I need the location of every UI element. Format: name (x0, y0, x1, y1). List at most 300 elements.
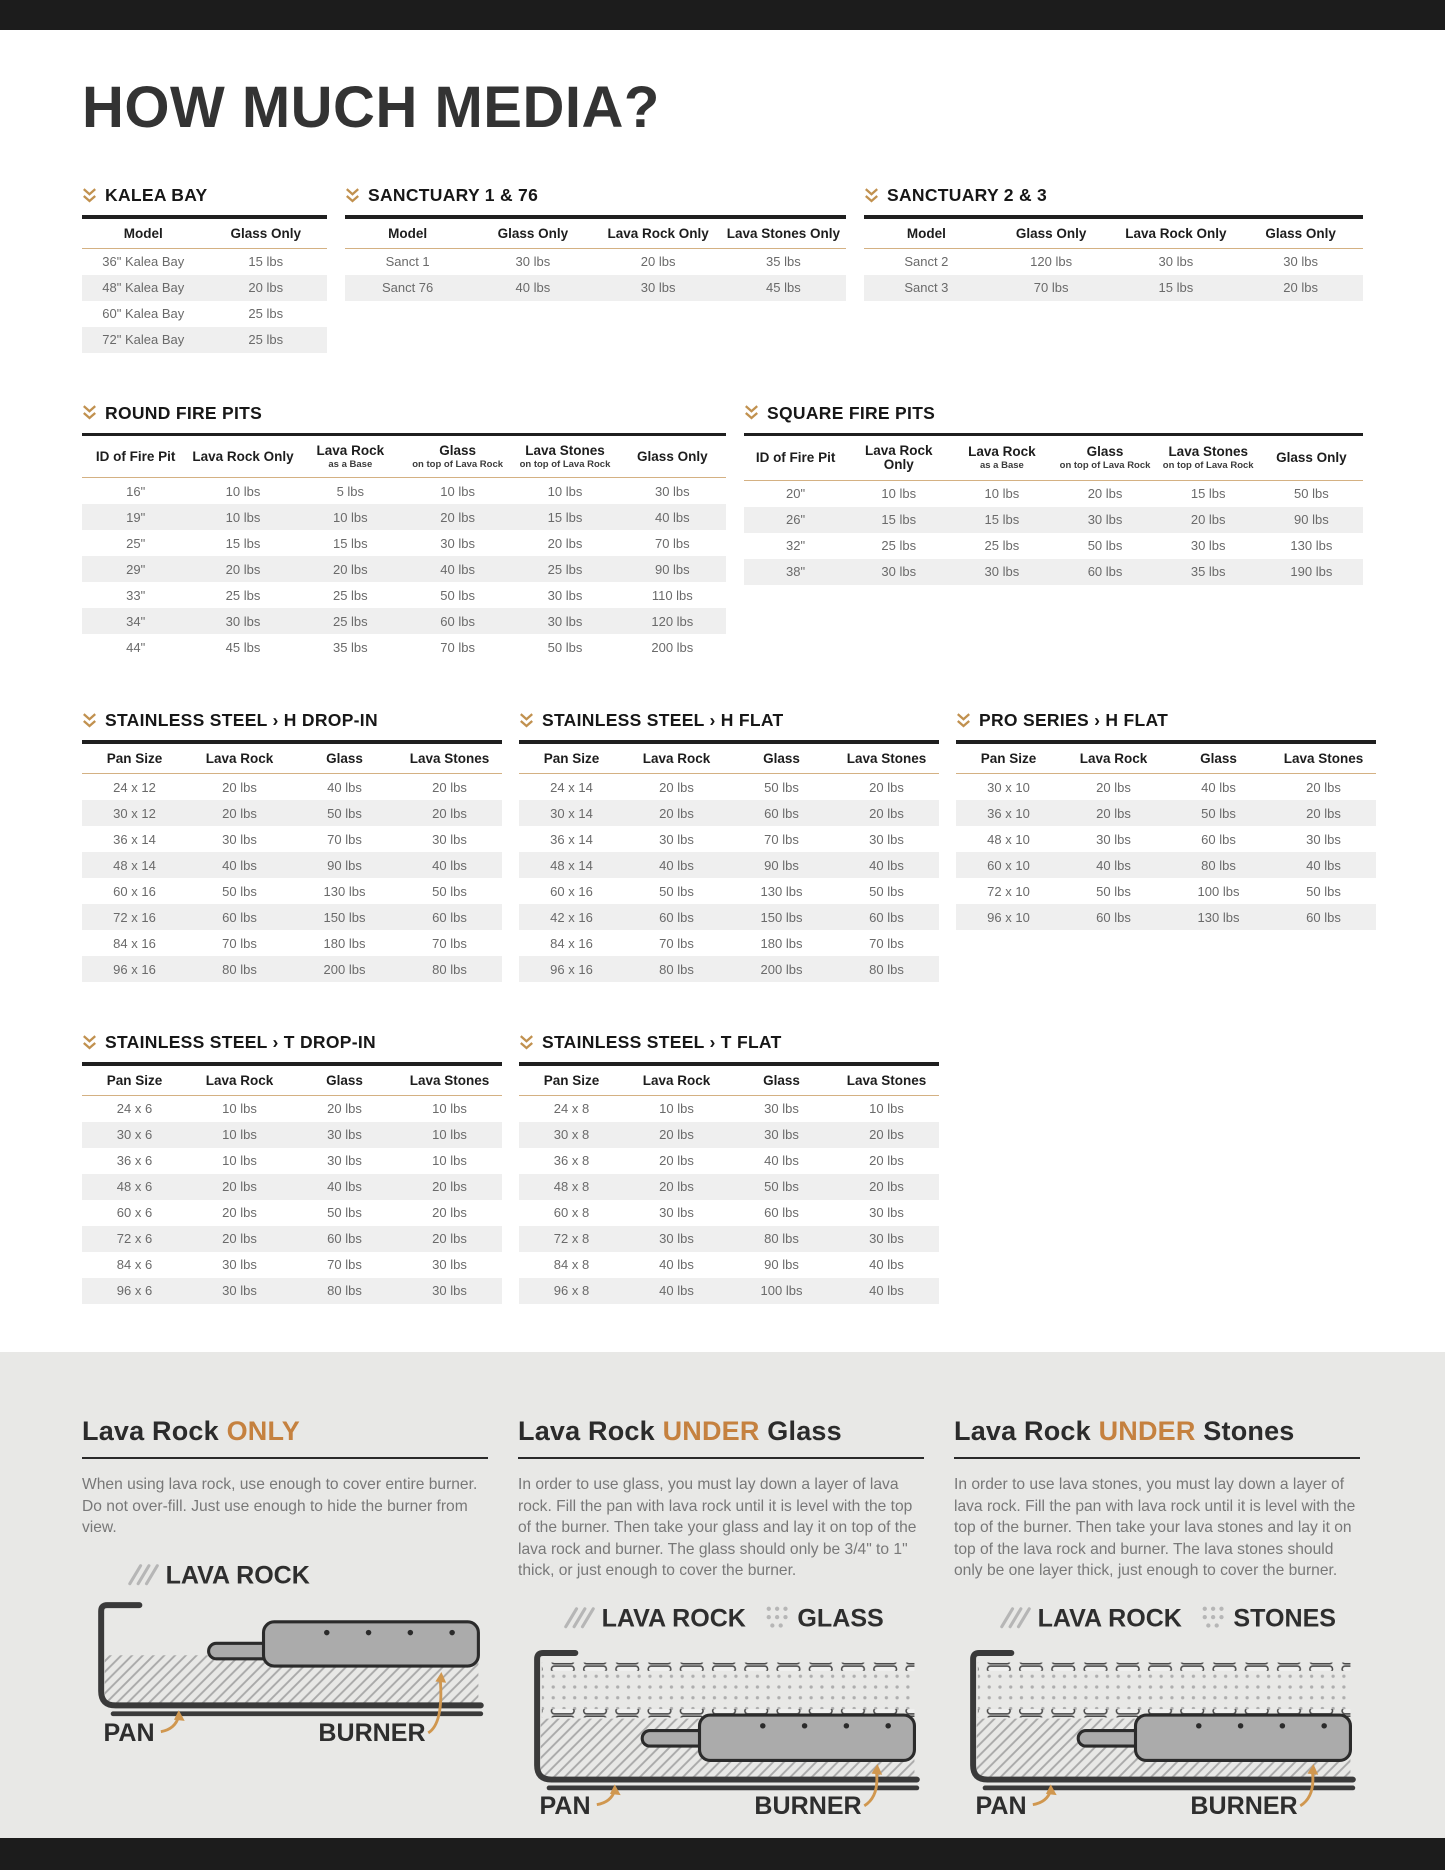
table-row (82, 327, 327, 353)
value-cell: 90 lbs (764, 857, 799, 873)
value-cell: 50 lbs (547, 639, 583, 655)
table-row (956, 800, 1376, 826)
value-cell: 40 lbs (659, 1257, 694, 1273)
column-header: Lava Stones (397, 1066, 502, 1096)
table-row (82, 852, 502, 878)
row-label-cell: 72" Kalea Bay (102, 332, 185, 348)
value-cell: 130 lbs (1197, 909, 1240, 925)
sanctuary-1-76-table (345, 219, 846, 301)
value-cell: 25 lbs (332, 613, 368, 629)
section-header (744, 403, 1363, 424)
table-row (82, 774, 502, 801)
section-title: STAINLESS STEEL › H DROP-IN (105, 710, 378, 731)
value-cell: 40 lbs (327, 779, 362, 795)
top-edge-bar (0, 0, 1445, 30)
table-row (519, 1122, 939, 1148)
column-header: ID of Fire Pit (82, 436, 189, 478)
column-header: Lava Stones (834, 744, 939, 774)
guide-body: In order to use glass, you must lay down a layer of lava rock. Fill the pan with lava rock until it is level with the top of the burner. Then take your glass and lay it on top of the lava rock and burner. The glass should only be 3/4" to 1" thick, or just enough to cover the burner. (518, 1476, 917, 1580)
value-cell: 60 lbs (764, 1205, 799, 1221)
row-label-cell: 24 x 6 (116, 1101, 153, 1117)
table-row (519, 800, 939, 826)
value-cell: 60 lbs (1087, 564, 1123, 580)
value-cell: 25 lbs (881, 538, 917, 554)
row-label-cell: 16" (126, 483, 146, 499)
lava-rock-label: LAVA ROCK (165, 1561, 310, 1590)
row-label-cell: 36 x 14 (550, 831, 593, 847)
row-label-cell: 96 x 16 (113, 961, 156, 977)
value-cell: 25 lbs (547, 561, 583, 577)
value-cell: 150 lbs (760, 909, 803, 925)
value-cell: 40 lbs (1201, 779, 1236, 795)
ss-t-dropin-table (82, 1066, 502, 1304)
table-row (82, 904, 502, 930)
table-row (519, 1174, 939, 1200)
glass-dots-icon (767, 1606, 788, 1627)
value-cell: 80 lbs (1201, 857, 1236, 873)
table-row (82, 1278, 502, 1304)
value-cell: 30 lbs (222, 1257, 257, 1273)
column-header: Lava Rock (187, 1066, 292, 1096)
section-header (956, 710, 1376, 731)
value-cell: 30 lbs (869, 1205, 904, 1221)
value-cell: 30 lbs (547, 587, 583, 603)
value-cell: 10 lbs (547, 483, 583, 499)
column-header: Pan Size (519, 1066, 624, 1096)
value-cell: 20 lbs (225, 561, 261, 577)
value-cell: 10 lbs (225, 483, 261, 499)
table-row (519, 878, 939, 904)
value-cell: 80 lbs (432, 961, 467, 977)
lava-rock-hatch-icon (1002, 1609, 1029, 1627)
value-cell: 50 lbs (432, 883, 467, 899)
table-row (82, 478, 726, 505)
column-header: Model (82, 219, 205, 249)
row-label-cell: 38" (786, 564, 806, 580)
value-cell: 30 lbs (1283, 254, 1318, 270)
section-title: PRO SERIES › H FLAT (979, 710, 1169, 731)
value-cell: 30 lbs (659, 831, 694, 847)
value-cell: 20 lbs (659, 1179, 694, 1195)
value-cell: 40 lbs (1306, 857, 1341, 873)
row-label-cell: 60 x 16 (550, 883, 593, 899)
column-header: Pan Size (82, 744, 187, 774)
section-header (864, 185, 1363, 206)
pan-label: PAN (539, 1791, 591, 1819)
table-row (744, 480, 1363, 507)
value-cell: 60 lbs (1306, 909, 1341, 925)
burner-shape (209, 1622, 479, 1666)
page-content (0, 30, 1445, 1352)
row-label-cell: 36 x 10 (987, 805, 1030, 821)
value-cell: 40 lbs (869, 857, 904, 873)
table-row (82, 1122, 502, 1148)
value-cell: 30 lbs (764, 1127, 799, 1143)
value-cell: 20 lbs (432, 1179, 467, 1195)
value-cell: 25 lbs (984, 538, 1020, 554)
value-cell: 25 lbs (225, 587, 261, 603)
table-row (82, 634, 726, 660)
value-cell: 70 lbs (654, 535, 690, 551)
value-cell: 70 lbs (659, 935, 694, 951)
round-fire-pits-table (82, 436, 726, 660)
value-cell: 10 lbs (984, 486, 1020, 502)
column-header: Glass (292, 744, 397, 774)
value-cell: 60 lbs (1201, 831, 1236, 847)
table-row-1 (82, 185, 1445, 353)
value-cell: 70 lbs (869, 935, 904, 951)
value-cell: 20 lbs (1096, 805, 1131, 821)
value-cell: 20 lbs (332, 561, 368, 577)
table-row (82, 800, 502, 826)
row-label-cell: 36 x 14 (113, 831, 156, 847)
column-header: Lava Rock as a Base (950, 436, 1053, 480)
value-cell: 20 lbs (1306, 805, 1341, 821)
sanctuary-2-3-section (864, 185, 1363, 353)
value-cell: 30 lbs (869, 1231, 904, 1247)
value-cell: 30 lbs (327, 1153, 362, 1169)
table-row (82, 556, 726, 582)
row-label-cell: 48" Kalea Bay (102, 280, 185, 296)
value-cell: 50 lbs (1306, 883, 1341, 899)
table-row-4 (82, 1032, 1445, 1304)
row-label-cell: 36 x 6 (116, 1153, 153, 1169)
section-title: STAINLESS STEEL › T FLAT (542, 1032, 782, 1053)
guide-heading: Lava Rock ONLY (82, 1415, 300, 1446)
pro-h-flat-section (956, 710, 1376, 982)
value-cell: 70 lbs (222, 935, 257, 951)
section-header (345, 185, 846, 206)
row-label-cell: Sanct 1 (385, 254, 430, 270)
column-header: Glass Only (989, 219, 1114, 249)
section-header (82, 185, 327, 206)
table-row (82, 878, 502, 904)
media-label: GLASS (797, 1604, 884, 1633)
row-label-cell: 36" Kalea Bay (102, 254, 185, 270)
value-cell: 60 lbs (440, 613, 475, 629)
row-label-cell: 72 x 10 (987, 883, 1030, 899)
value-cell: 40 lbs (327, 1179, 362, 1195)
double-chevron-down-icon (82, 405, 97, 421)
column-header: Lava Rock (624, 744, 729, 774)
value-cell: 120 lbs (651, 613, 694, 629)
row-label-cell: 26" (786, 512, 806, 528)
row-label-cell: 72 x 6 (116, 1231, 153, 1247)
value-cell: 30 lbs (659, 1231, 694, 1247)
row-label-cell: 72 x 8 (553, 1231, 590, 1247)
burner-label: BURNER (754, 1791, 862, 1819)
value-cell: 50 lbs (222, 883, 257, 899)
value-cell: 70 lbs (440, 639, 475, 655)
value-cell: 10 lbs (222, 1127, 257, 1143)
value-cell: 70 lbs (432, 935, 467, 951)
value-cell: 200 lbs (760, 961, 803, 977)
row-label-cell: 72 x 16 (113, 909, 156, 925)
value-cell: 50 lbs (327, 805, 362, 821)
value-cell: 30 lbs (1158, 254, 1194, 270)
section-header (82, 403, 726, 424)
table-row (82, 956, 502, 982)
value-cell: 30 lbs (1096, 831, 1131, 847)
row-label-cell: 30 x 10 (987, 779, 1030, 795)
table-row (864, 248, 1363, 275)
pan-label: PAN (103, 1718, 155, 1746)
value-cell: 200 lbs (651, 639, 694, 655)
column-header: Pan Size (956, 744, 1061, 774)
table-row (82, 826, 502, 852)
table-row (82, 1095, 502, 1122)
row-label-cell: 30 x 12 (113, 805, 156, 821)
value-cell: 45 lbs (766, 280, 801, 296)
value-cell: 80 lbs (659, 961, 694, 977)
value-cell: 20 lbs (1087, 486, 1123, 502)
value-cell: 20 lbs (1096, 779, 1131, 795)
table-row (956, 826, 1376, 852)
value-cell: 30 lbs (659, 1205, 694, 1221)
value-cell: 15 lbs (1158, 280, 1194, 296)
value-cell: 35 lbs (332, 639, 368, 655)
value-cell: 20 lbs (432, 1231, 467, 1247)
value-cell: 90 lbs (1294, 512, 1329, 528)
section-header (82, 710, 502, 731)
row-label-cell: Sanct 76 (381, 280, 434, 296)
column-header: Glass Only (1260, 436, 1363, 480)
value-cell: 25 lbs (248, 306, 284, 322)
table-row (956, 852, 1376, 878)
value-cell: 10 lbs (659, 1101, 694, 1117)
value-cell: 30 lbs (327, 1127, 362, 1143)
value-cell: 10 lbs (440, 483, 475, 499)
value-cell: 60 lbs (1096, 909, 1131, 925)
section-title: SQUARE FIRE PITS (767, 402, 936, 423)
row-label-cell: 84 x 8 (553, 1257, 590, 1273)
value-cell: 50 lbs (764, 1179, 799, 1195)
column-header: Glass Only (619, 436, 726, 478)
value-cell: 40 lbs (659, 1283, 694, 1299)
section-title: STAINLESS STEEL › H FLAT (542, 710, 784, 731)
table-row (345, 248, 846, 275)
row-label-cell: 96 x 8 (553, 1283, 590, 1299)
column-header: Lava Stones (834, 1066, 939, 1096)
table-row-3 (82, 710, 1445, 982)
value-cell: 40 lbs (869, 1283, 904, 1299)
value-cell: 30 lbs (654, 483, 690, 499)
ss-t-dropin-section (82, 1032, 502, 1304)
row-label-cell: 25" (126, 535, 146, 551)
table-row (744, 559, 1363, 585)
lava-rock-under-stones-diagram (954, 1598, 1360, 1819)
row-label-cell: 29" (126, 561, 146, 577)
table-row (519, 1226, 939, 1252)
table-row-2 (82, 403, 1445, 661)
value-cell: 30 lbs (515, 254, 551, 270)
value-cell: 10 lbs (432, 1127, 467, 1143)
value-cell: 40 lbs (654, 509, 690, 525)
row-label-cell: 60" Kalea Bay (102, 306, 185, 322)
value-cell: 60 lbs (869, 909, 904, 925)
media-guides (82, 1416, 1445, 1819)
table-row (956, 878, 1376, 904)
double-chevron-down-icon (82, 1035, 97, 1051)
value-cell: 30 lbs (640, 280, 676, 296)
row-label-cell: 60 x 6 (116, 1205, 153, 1221)
value-cell: 10 lbs (432, 1101, 467, 1117)
value-cell: 40 lbs (515, 280, 551, 296)
ss-h-flat-section (519, 710, 939, 982)
value-cell: 50 lbs (1294, 486, 1329, 502)
value-cell: 110 lbs (651, 587, 693, 603)
section-title: SANCTUARY 1 & 76 (368, 185, 539, 205)
table-row (519, 852, 939, 878)
row-label-cell: 48 x 6 (116, 1179, 153, 1195)
row-label-cell: 84 x 16 (113, 935, 156, 951)
double-chevron-down-icon (864, 188, 879, 204)
value-cell: 70 lbs (327, 1257, 362, 1273)
value-cell: 90 lbs (654, 561, 690, 577)
column-header: Lava Stones on top of Lava Rock (511, 436, 618, 478)
column-header: Lava Stones on top of Lava Rock (1157, 436, 1260, 480)
lava-rock-hatch-icon (130, 1565, 157, 1583)
row-label-cell: 24 x 12 (113, 779, 156, 795)
table-row (82, 1174, 502, 1200)
double-chevron-down-icon (519, 713, 534, 729)
value-cell: 100 lbs (1197, 883, 1240, 899)
table-row (519, 1278, 939, 1304)
double-chevron-down-icon (82, 713, 97, 729)
value-cell: 80 lbs (327, 1283, 362, 1299)
value-cell: 20 lbs (659, 1127, 694, 1143)
media-label: STONES (1233, 1604, 1337, 1633)
table-row (82, 1252, 502, 1278)
section-header (519, 710, 939, 731)
value-cell: 25 lbs (248, 332, 284, 348)
ss-t-flat-section (519, 1032, 939, 1304)
row-label-cell: 96 x 16 (550, 961, 593, 977)
table-row (82, 1148, 502, 1174)
value-cell: 60 lbs (659, 909, 694, 925)
value-cell: 20 lbs (1283, 280, 1318, 296)
value-cell: 30 lbs (432, 831, 467, 847)
value-cell: 15 lbs (332, 535, 368, 551)
value-cell: 20 lbs (222, 779, 257, 795)
value-cell: 20 lbs (869, 779, 904, 795)
value-cell: 50 lbs (440, 587, 475, 603)
guide-lava-rock-only (82, 1416, 488, 1819)
value-cell: 30 lbs (1087, 512, 1123, 528)
value-cell: 15 lbs (881, 512, 917, 528)
table-row (82, 930, 502, 956)
value-cell: 15 lbs (547, 509, 583, 525)
column-header: Glass (729, 744, 834, 774)
row-label-cell: 32" (786, 538, 806, 554)
column-header: Lava Rock (1061, 744, 1166, 774)
row-label-cell: 96 x 10 (987, 909, 1030, 925)
value-cell: 70 lbs (327, 831, 362, 847)
table-row (345, 275, 846, 301)
value-cell: 10 lbs (432, 1153, 467, 1169)
media-dash-row-top (542, 1662, 915, 1670)
row-label-cell: 48 x 14 (550, 857, 593, 873)
table-row (519, 1148, 939, 1174)
value-cell: 200 lbs (323, 961, 366, 977)
column-header: Lava Rock as a Base (297, 436, 404, 478)
table-row (82, 248, 327, 275)
table-row (82, 1226, 502, 1252)
section-title: SANCTUARY 2 & 3 (887, 185, 1048, 205)
row-label-cell: 30 x 6 (116, 1127, 153, 1143)
value-cell: 80 lbs (764, 1231, 799, 1247)
row-label-cell: 48 x 10 (987, 831, 1030, 847)
media-dotted-fill (542, 1671, 915, 1710)
value-cell: 20 lbs (547, 535, 583, 551)
value-cell: 60 lbs (327, 1231, 362, 1247)
row-label-cell: 24 x 8 (553, 1101, 590, 1117)
value-cell: 20 lbs (327, 1101, 362, 1117)
value-cell: 30 lbs (764, 1101, 799, 1117)
value-cell: 30 lbs (432, 1283, 467, 1299)
table-row (519, 1252, 939, 1278)
row-label-cell: 84 x 16 (550, 935, 593, 951)
lava-rock-only-diagram (82, 1555, 488, 1746)
double-chevron-down-icon (956, 713, 971, 729)
value-cell: 40 lbs (1096, 857, 1131, 873)
column-header: Glass Only (205, 219, 328, 249)
table-row (519, 1095, 939, 1122)
page-title: HOW MUCH MEDIA? (82, 75, 660, 140)
column-header: Glass (292, 1066, 397, 1096)
column-header: Lava Stones Only (721, 219, 846, 249)
value-cell: 60 lbs (222, 909, 257, 925)
column-header: Lava Stones (1271, 744, 1376, 774)
ss-t-flat-table (519, 1066, 939, 1304)
value-cell: 100 lbs (760, 1283, 803, 1299)
value-cell: 180 lbs (760, 935, 803, 951)
value-cell: 20 lbs (222, 1205, 257, 1221)
value-cell: 70 lbs (1033, 280, 1069, 296)
value-cell: 20 lbs (432, 805, 467, 821)
value-cell: 40 lbs (659, 857, 694, 873)
table-row (519, 904, 939, 930)
guide-rule (518, 1457, 924, 1460)
burner-label: BURNER (318, 1718, 426, 1746)
media-dotted-fill (978, 1671, 1351, 1710)
column-header: Lava Rock Only (847, 436, 950, 480)
value-cell: 10 lbs (225, 509, 261, 525)
lava-rock-hatch-icon (566, 1609, 593, 1627)
row-label-cell: 84 x 6 (116, 1257, 153, 1273)
section-title: KALEA BAY (105, 185, 208, 205)
media-dash-row-top (978, 1662, 1351, 1670)
value-cell: 40 lbs (440, 561, 475, 577)
value-cell: 15 lbs (984, 512, 1020, 528)
value-cell: 35 lbs (766, 254, 801, 270)
round-fire-pits-section (82, 403, 726, 661)
value-cell: 30 lbs (222, 831, 257, 847)
value-cell: 90 lbs (327, 857, 362, 873)
column-header: Glass (1166, 744, 1271, 774)
value-cell: 20 lbs (222, 805, 257, 821)
section-title: ROUND FIRE PITS (105, 402, 263, 423)
bottom-edge-bar (0, 1838, 1445, 1870)
row-label-cell: Sanct 3 (904, 280, 949, 296)
value-cell: 20 lbs (248, 280, 284, 296)
value-cell: 10 lbs (222, 1153, 257, 1169)
table-row (519, 956, 939, 982)
column-header: Glass on top of Lava Rock (1053, 436, 1156, 480)
table-row (82, 582, 726, 608)
column-header: Lava Rock (187, 744, 292, 774)
table-row (519, 1200, 939, 1226)
